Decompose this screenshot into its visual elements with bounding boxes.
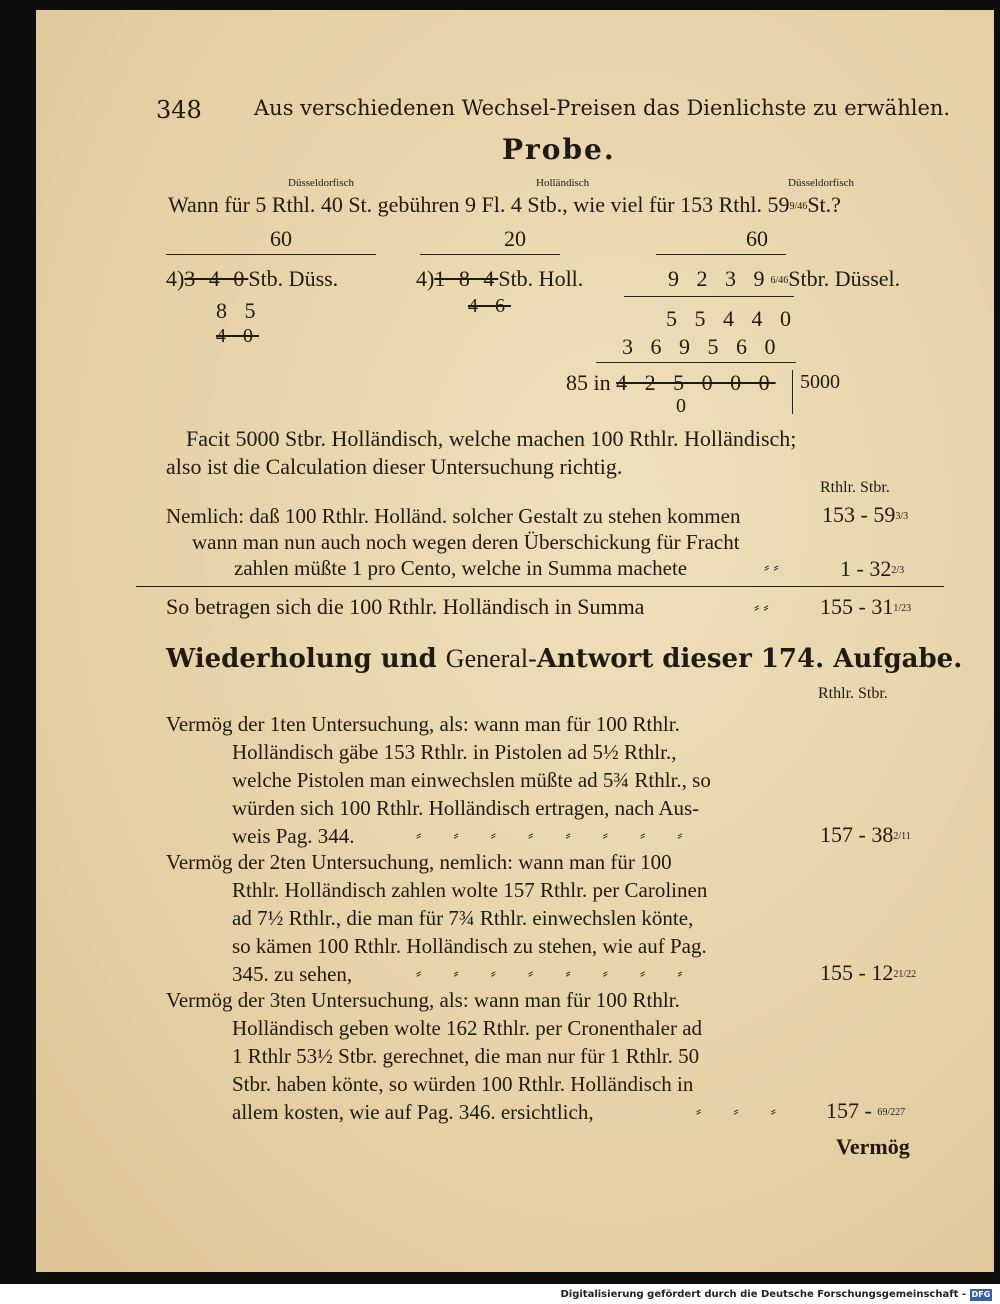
division-1-quotient: 8 5 (216, 298, 262, 323)
long-division-zero: 0 (676, 395, 686, 417)
nemlich-line-3: zahlen müßte 1 pro Cento, welche in Summa machete (234, 556, 688, 580)
rule-3 (656, 254, 786, 255)
question-fraction: 9/46 (789, 200, 808, 212)
item-1-line-3: welche Pistolen man einwechslen müßte ad 5¾ Rthlr., so (232, 768, 711, 792)
footer-text: Digitalisierung gefördert durch die Deutsche Forschungsgemeinschaft - (560, 1289, 966, 1300)
product-1: 5 5 4 4 0 (666, 306, 797, 331)
product-2: 3 6 9 5 6 0 (622, 334, 782, 359)
total-value: 155 - 311/23 (820, 594, 912, 619)
division-2-remainder: 4 6 (468, 295, 511, 317)
probe-result: 9 2 3 96/46Stbr. Düssel. (668, 266, 901, 291)
multiplier-3: 60 (746, 226, 768, 251)
rule-2 (420, 254, 560, 255)
item-1-line-5: weis Pag. 344. (232, 824, 355, 848)
nemlich-filler: ⸗ ⸗ (764, 559, 779, 576)
item-1-value: 157 - 382/11 (820, 822, 911, 847)
section-column-head: Rthlr. Stbr. (818, 685, 888, 702)
division-2: 4)1 8 4Stb. Holl. (416, 266, 584, 291)
footer-bar (0, 1286, 1000, 1304)
item-3-line-1: Vermög der 3ten Untersuchung, als: wann man für 100 Rthlr. (166, 988, 680, 1012)
nemlich-line-1: Nemlich: daß 100 Rthlr. Holländ. solcher Gestalt zu stehen kommen (166, 504, 741, 528)
division-1: 4)3 4 0Stb. Düss. (166, 266, 339, 291)
rule-1 (166, 254, 376, 255)
facit-line-2: also ist die Calculation dieser Untersuchung richtig. (166, 454, 623, 479)
rule-5 (596, 362, 796, 363)
item-2-line-5: 345. zu sehen, (232, 962, 353, 986)
item-2-line-2: Rthlr. Holländisch zahlen wolte 157 Rthlr. per Carolinen (232, 878, 708, 902)
running-title: Aus verschiedenen Wechsel-Preisen das Dienlichste zu erwählen. (254, 96, 951, 120)
item-2-filler: ⸗ ⸗ ⸗ ⸗ ⸗ ⸗ ⸗ ⸗ (416, 965, 697, 982)
nemlich-value-3: 1 - 322/3 (840, 556, 905, 581)
summary-rule (136, 586, 944, 587)
summary-column-head: Rthlr. Stbr. (820, 479, 890, 496)
label-duesseldorf-2: Düsseldorfisch (788, 177, 854, 189)
section-heading: Wiederholung und General-Antwort dieser 174. Aufgabe. (166, 644, 963, 674)
label-hollaendisch: Holländisch (536, 177, 590, 189)
nemlich-value-1: 153 - 593/3 (822, 502, 909, 527)
long-division-quotient: 5000 (800, 371, 840, 393)
total-text: So betragen sich die 100 Rthlr. Holländisch in Summa (166, 594, 645, 619)
long-division: 85 in 4 2 5 0 0 0 (566, 370, 776, 395)
item-1-line-2: Holländisch gäbe 153 Rthlr. in Pistolen ad 5½ Rthlr., (232, 740, 677, 764)
long-division-bar (792, 370, 793, 414)
book-page (36, 10, 994, 1272)
dfg-logo-icon: DFG (971, 1290, 991, 1299)
probe-heading: Probe. (502, 133, 616, 166)
item-1-line-4: würden sich 100 Rthlr. Holländisch ertragen, nach Aus- (232, 796, 700, 820)
item-3-line-4: Stbr. haben könte, so würden 100 Rthlr. Holländisch in (232, 1072, 694, 1096)
item-2-line-3: ad 7½ Rthlr., die man für 7¾ Rthlr. einwechslen könte, (232, 906, 694, 930)
division-1-remainder: 4 0 (216, 325, 259, 347)
item-3-filler: ⸗ ⸗ ⸗ (696, 1103, 790, 1120)
label-duesseldorf-1: Düsseldorfisch (288, 177, 354, 189)
total-filler: ⸗ ⸗ (754, 599, 769, 616)
item-1-line-1: Vermög der 1ten Untersuchung, als: wann man für 100 Rthlr. (166, 712, 680, 736)
item-1-filler: ⸗ ⸗ ⸗ ⸗ ⸗ ⸗ ⸗ ⸗ (416, 827, 697, 844)
facit-line-1: Facit 5000 Stbr. Holländisch, welche machen 100 Rthlr. Holländisch; (186, 426, 797, 451)
item-3-line-5: allem kosten, wie auf Pag. 346. ersichtlich, (232, 1100, 594, 1124)
item-3-line-3: 1 Rthlr 53½ Stbr. gerechnet, die man nur für 1 Rthlr. 50 (232, 1044, 700, 1068)
multiplier-1: 60 (270, 226, 292, 251)
catchword: Vermög (836, 1134, 910, 1159)
item-2-line-1: Vermög der 2ten Untersuchung, nemlich: wann man für 100 (166, 850, 672, 874)
probe-question: Wann für 5 Rthl. 40 St. gebühren 9 Fl. 4 Stb., wie viel für 153 Rthl. 599/46St.? (168, 192, 841, 217)
item-2-value: 155 - 1221/22 (820, 960, 917, 985)
rule-4 (624, 296, 794, 297)
multiplier-2: 20 (504, 226, 526, 251)
item-2-line-4: so kämen 100 Rthlr. Holländisch zu stehen, wie auf Pag. (232, 934, 707, 958)
page-number: 348 (156, 96, 202, 124)
nemlich-line-2: wann man nun auch noch wegen deren Überschickung für Fracht (192, 530, 740, 554)
item-3-line-2: Holländisch geben wolte 162 Rthlr. per Cronenthaler ad (232, 1016, 703, 1040)
item-3-value: 157 - 69/227 (826, 1098, 906, 1123)
